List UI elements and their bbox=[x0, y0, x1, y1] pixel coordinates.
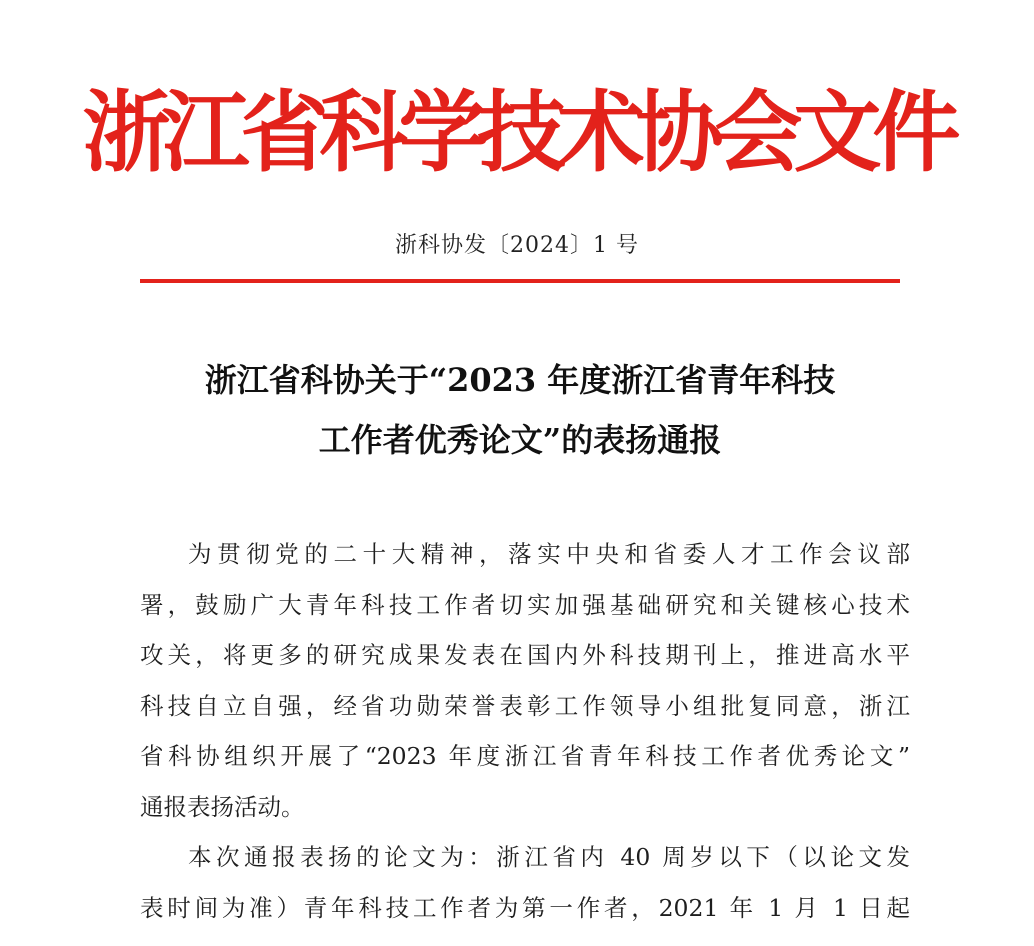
body-line: 表时间为准）青年科技工作者为第一作者，2021 年 1 月 1 日起 bbox=[140, 893, 910, 922]
body-line: 本次通报表扬的论文为：浙江省内 40 周岁以下（以论文发 bbox=[188, 843, 910, 871]
body-line: 署，鼓励广大青年科技工作者切实加强基础研究和关键核心技术 bbox=[140, 590, 910, 619]
body-paragraph bbox=[140, 832, 910, 933]
body-paragraph bbox=[140, 529, 910, 832]
title-line: 浙江省科协关于“2023 年度浙江省青年科技 bbox=[204, 361, 836, 399]
body-line: 通报表扬活动。 bbox=[140, 792, 305, 821]
body-line: 为贯彻党的二十大精神，落实中央和省委人才工作会议部 bbox=[188, 540, 910, 568]
body-line: 省科协组织开展了“2023 年度浙江省青年科技工作者优秀论文” bbox=[140, 742, 910, 770]
body-line: 科技自立自强，经省功勋荣誉表彰工作领导小组批复同意，浙江 bbox=[140, 691, 910, 720]
masthead-title: 浙江省科学技术协会文件 bbox=[82, 81, 952, 184]
body-line: 攻关，将更多的研究成果发表在国内外科技期刊上，推进高水平 bbox=[140, 641, 910, 669]
document-body bbox=[140, 529, 910, 933]
document-title bbox=[120, 350, 920, 470]
red-divider-line bbox=[140, 279, 900, 283]
document-number: 浙科协发〔2024〕1 号 bbox=[395, 233, 639, 258]
title-line: 工作者优秀论文”的表扬通报 bbox=[318, 421, 722, 459]
